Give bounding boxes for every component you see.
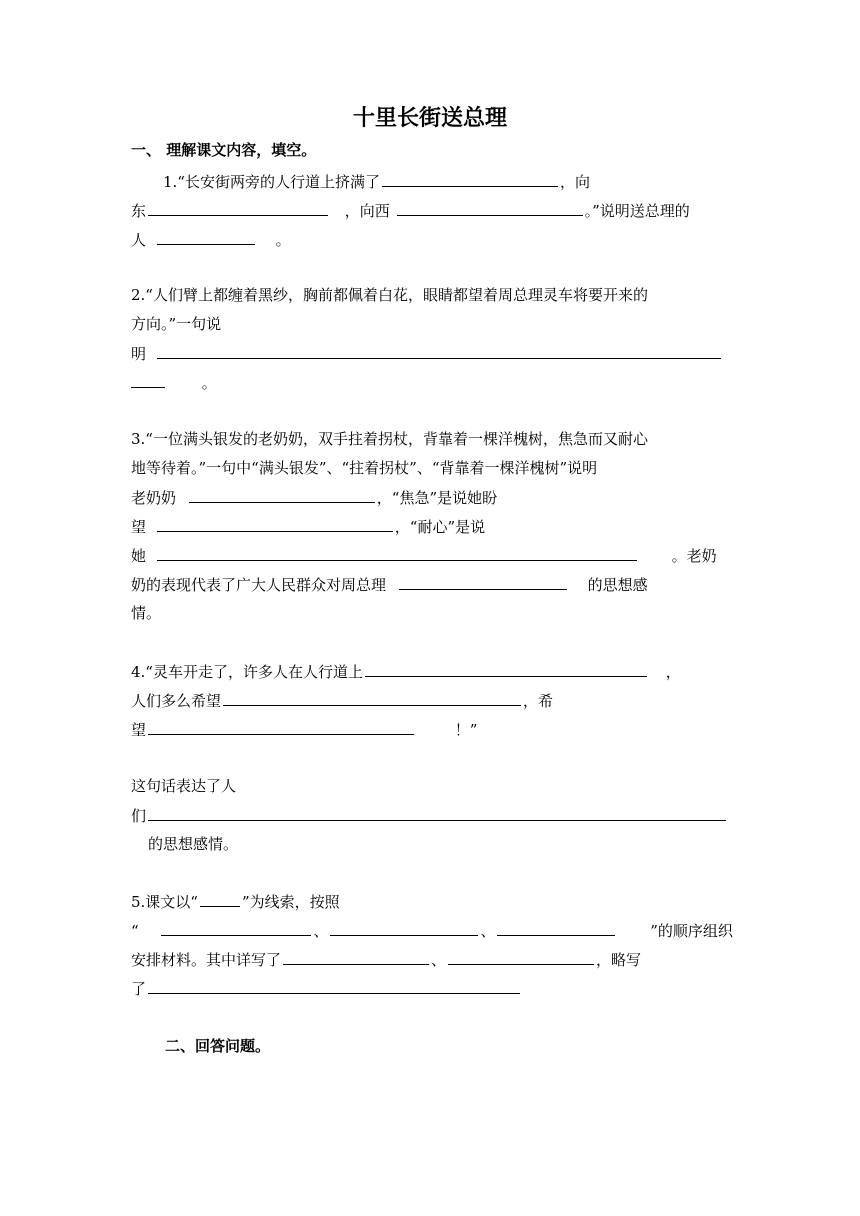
q1-text: ，向 [559,173,590,191]
q3-text: ，“焦急”是说她盼 [376,489,498,507]
q5-text: 、 [313,922,329,940]
q4-text: 4.“灵车开走了，许多人在人行道上 [131,663,363,681]
q2-text: 明 [131,345,147,363]
blank[interactable] [223,689,521,706]
q4-line-6: 的思想感情。 [148,835,239,853]
q5-text: ”为线索，按照 [241,893,340,911]
q4-text: ， [665,663,681,681]
blank[interactable] [148,718,414,735]
blank[interactable] [497,919,615,936]
q2-line-4 [131,371,217,394]
q2-line-1: 2.“人们臂上都缠着黑纱，胸前都佩着白花，眼睛都望着周总理灵车将要开来的 [131,286,648,304]
blank[interactable] [399,573,567,590]
q4-text: ，希 [523,692,554,710]
q4-line-4: 这句话表达了人 [131,777,237,795]
q5-line-2 [131,919,733,942]
q5-text: 、 [431,951,447,969]
q3-line-5 [131,544,717,567]
q2-text: 。 [201,374,217,392]
q3-line-1: 3.“一位满头银发的老奶奶，双手拄着拐杖，背靠着一棵洋槐树，焦急而又耐心 [131,430,648,448]
blank[interactable] [157,515,393,532]
blank[interactable] [200,890,240,907]
q3-text: 望 [131,518,147,536]
q5-text: 、 [480,922,496,940]
q5-text: ，略写 [596,951,642,969]
q4-line-1 [131,660,681,683]
q4-text: 望 [131,721,147,739]
blank[interactable] [365,660,647,677]
q5-line-1 [131,890,340,913]
q5-text: 5.课文以“ [131,893,198,911]
q3-line-3 [131,486,497,509]
section-2-heading: 二、回答问题。 [165,1037,271,1055]
q2-line-2: 方向。”一句说 [131,315,222,333]
q5-text: 了 [131,980,147,998]
blank[interactable] [283,948,429,965]
q4-text: ！” [454,721,478,739]
blank[interactable] [157,228,255,245]
q3-text: 。老奶 [671,547,717,565]
q4-text: 人们多么希望 [131,692,222,710]
q5-line-4 [131,977,522,1000]
q4-text: 们 [131,807,147,825]
q1-text: ，向西 [344,202,390,220]
q3-text: ，“耐心”是说 [394,518,486,536]
document-title: 十里长街送总理 [352,106,507,131]
blank[interactable] [131,371,165,388]
q2-line-3 [131,342,723,365]
q3-text: 她 [131,547,147,565]
blank[interactable] [148,804,726,821]
blank[interactable] [382,170,558,187]
q4-line-3 [131,718,477,741]
q4-line-2 [131,689,553,712]
section-1-heading: 一、 理解课文内容，填空。 [131,141,317,159]
q1-line-2 [131,199,690,222]
blank[interactable] [448,948,594,965]
blank[interactable] [157,342,721,359]
q1-line-1 [163,170,590,193]
blank[interactable] [189,486,375,503]
q1-text: 。 [275,231,291,249]
q3-text: 老奶奶 [131,489,177,507]
q3-line-6 [131,573,648,596]
blank[interactable] [148,199,328,216]
q1-text: 东 [131,202,147,220]
blank[interactable] [161,919,311,936]
q1-text: 1.“长安街两旁的人行道上挤满了 [163,173,380,191]
q3-line-4 [131,515,485,538]
q1-text: 。”说明送总理的 [584,202,690,220]
q1-text: 人 [131,231,147,249]
q3-text: 奶的表现代表了广大人民群众对周总理 [131,576,387,594]
q3-line-7: 情。 [131,604,162,622]
q5-line-3 [131,948,641,971]
q5-text: ”的顺序组织 [650,922,733,940]
blank[interactable] [330,919,478,936]
q5-text: “ [131,922,139,940]
q5-text: 安排材料。其中详写了 [131,951,282,969]
q3-line-2: 地等待着。”一句中“满头银发”、“拄着拐杖”、“背靠着一棵洋槐树”说明 [131,459,598,477]
q3-text: 的思想感 [587,576,648,594]
blank[interactable] [397,199,583,216]
blank[interactable] [157,544,637,561]
q4-line-5 [131,804,728,827]
blank[interactable] [148,977,520,994]
q1-line-3 [131,228,291,251]
